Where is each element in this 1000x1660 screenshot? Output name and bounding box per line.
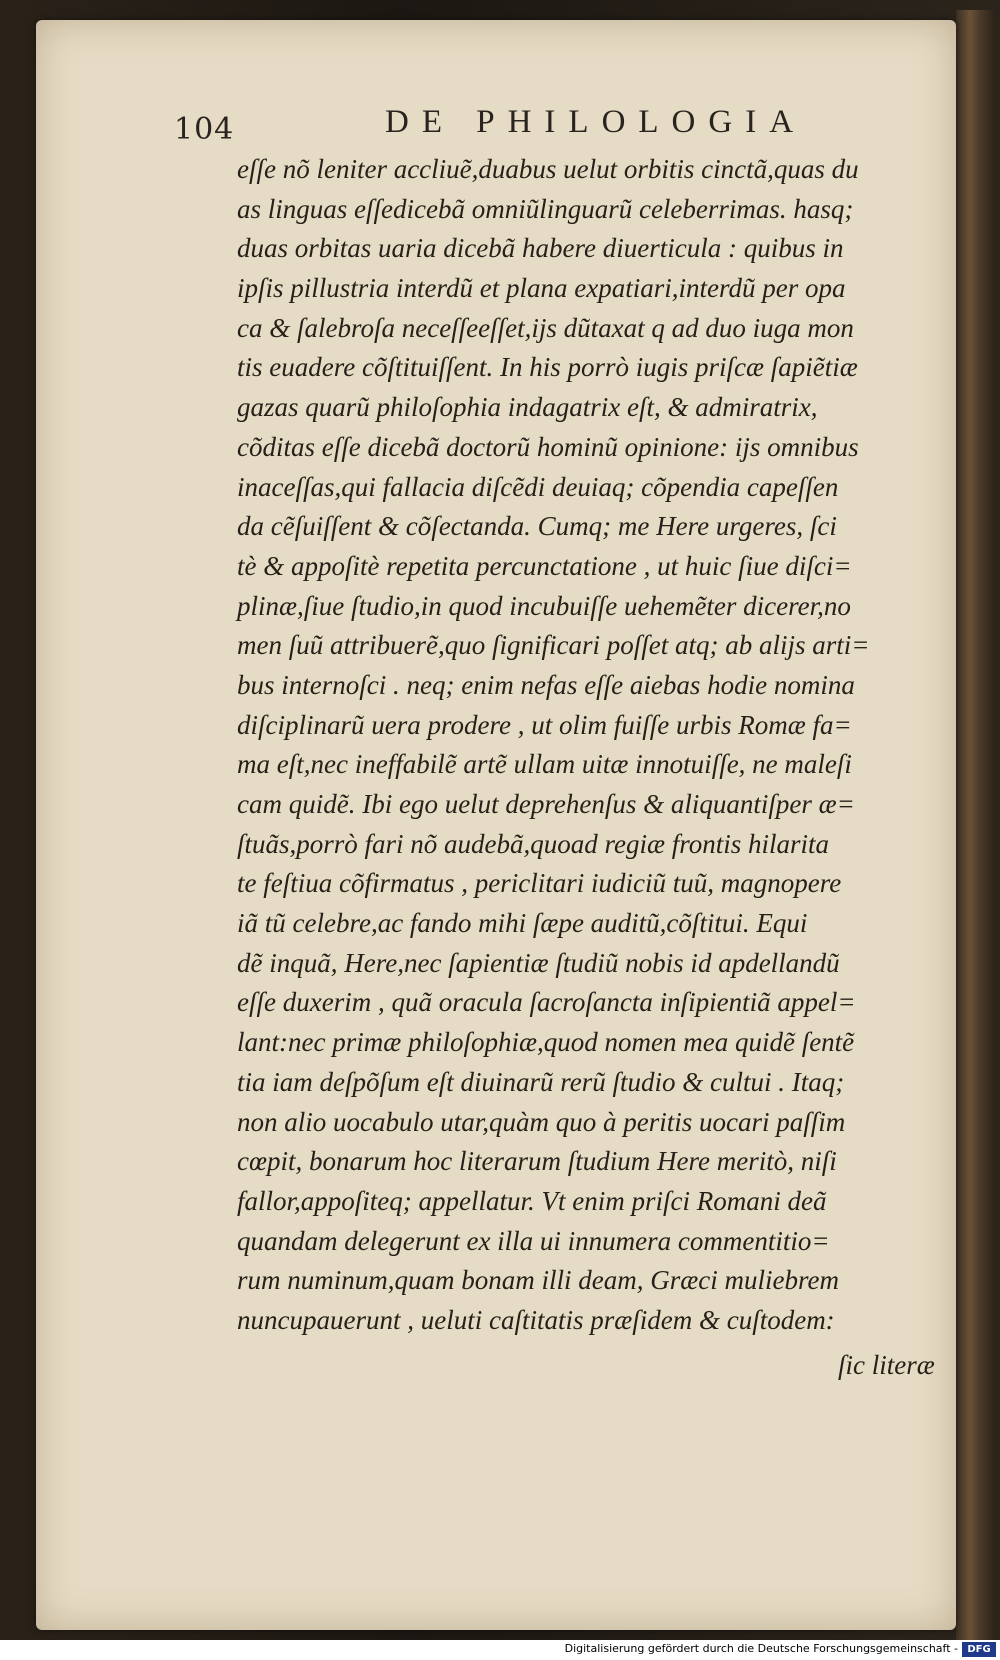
text-line: da cẽſuiſſent & cõſectanda. Cumq; me Here urgeres, ſci [237,511,837,542]
text-line: ipſis pillustria interdũ et plana expatiari,interdũ per opa [237,273,846,304]
text-line: men ſuũ attribuerẽ,quo ſignificari poſſet atq; ab alijs arti= [237,630,870,661]
text-line: cam quidẽ. Ibi ego uelut deprehenſus & aliquantiſper æ= [237,789,855,819]
text-line: rum numinum,quam bonam illi deam, Græci muliebrem [237,1265,839,1296]
text-line: tè & appoſitè repetita percunctatione , ut huic ſiue diſci= [237,550,852,581]
text-line: ſtuãs,porrò fari nõ audebã,quoad regiæ frontis hilarita [237,828,830,859]
text-line: bus internoſci . neq; enim nefas eſſe aiebas hodie nomina [237,669,855,700]
running-title: DE PHILOLOGIA [385,104,807,140]
text-line: quandam delegerunt ex illa ui innumera commentitio= [237,1225,830,1256]
text-line: plinæ,ſiue ſtudio,in quod incubuiſſe uehemẽter dicerer,no [237,590,851,621]
text-line: nuncupauerunt , ueluti caſtitatis præſidem & cuſtodem: [237,1304,835,1335]
text-line: iã tũ celebre,ac fando mihi ſæpe auditũ,cõſtitui. Equi [237,908,808,939]
text-line: inaceſſas,qui fallacia diſcẽdi deuiaq; cõpendia capeſſen [237,471,839,502]
text-line: as linguas eſſedicebã omniũlinguarũ celeberrimas. hasq; [237,193,854,224]
text-line: te feſtiua cõfirmatus , periclitari iudiciũ tuũ, magnopere [237,868,842,899]
catchword: ſic literæ [838,1350,935,1380]
dfg-logo-icon: DFG [962,1642,996,1657]
text-line: gazas quarũ philoſophia indagatrix eſt, & admiratrix, [237,392,818,423]
text-line: fallor,appoſiteq; appellatur. Vt enim priſci Romani deã [237,1185,827,1216]
text-line: non alio uocabulo utar,quàm quo à peritis uocari paſſim [237,1106,846,1137]
text-line: lant:nec primæ philoſophiæ,quod nomen mea quidẽ ſentẽ [237,1027,855,1058]
book-edge [956,10,996,1640]
text-line: tis euadere cõſtituiſſent. In his porrò iugis priſcæ ſapiẽtiæ [237,352,858,383]
page-number: 104 [174,112,235,147]
text-line: ma eſt,nec ineffabilẽ artẽ ullam uitæ innotuiſſe, ne maleſi [237,749,852,780]
text-line: eſſe duxerim , quã oracula ſacroſancta inſipientiã appel= [237,987,856,1018]
text-line: duas orbitas uaria dicebã habere diuerticula : quibus in [237,233,844,264]
text-line: eſſe nõ leniter accliuẽ,duabus uelut orbitis cinctã,quas du [237,154,859,184]
funding-credit: Digitalisierung gefördert durch die Deutsche Forschungsgemeinschaft - [564,1642,958,1655]
text-line: cõditas eſſe dicebã doctorũ hominũ opinione: ijs omnibus [237,431,859,462]
body-text [237,150,917,1341]
digitization-footer [0,1640,1000,1660]
text-line: dẽ inquã, Here,nec ſapientiæ ſtudiũ nobis id apdellandũ [237,947,840,978]
text-line: diſciplinarũ uera prodere , ut olim fuiſſe urbis Romæ fa= [237,709,852,740]
text-line: tia iam deſpõſum eſt diuinarũ rerũ ſtudio & cultui . Itaq; [237,1066,845,1097]
text-line: ca & ſalebroſa neceſſeeſſet,ijs dũtaxat q ad duo iuga mon [237,312,854,343]
text-line: cœpit, bonarum hoc literarum ſtudium Here meritò, niſi [237,1146,837,1177]
